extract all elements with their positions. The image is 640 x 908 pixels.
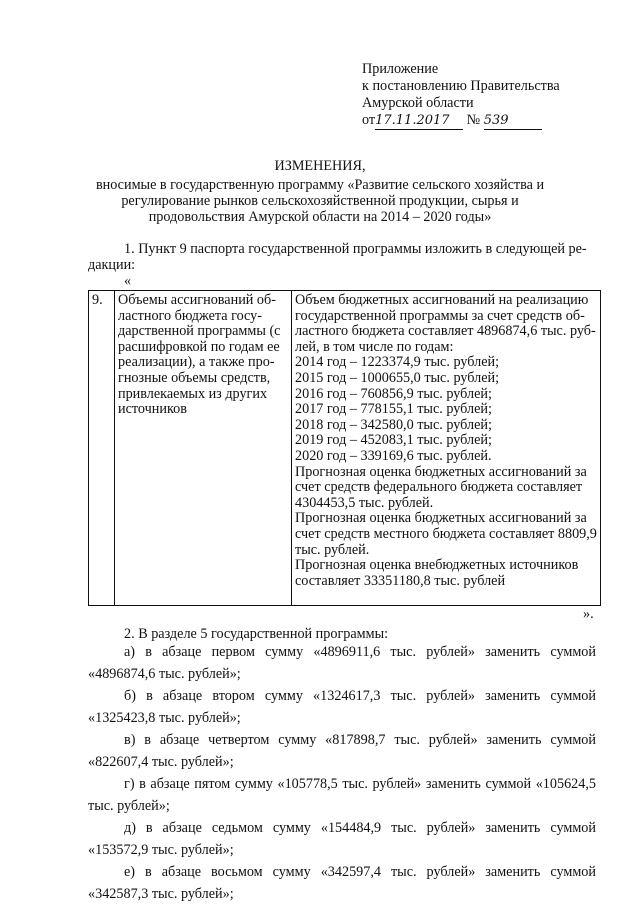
passport-value-line: счет средств местного бюджета составляет 8809,9 — [295, 525, 597, 542]
close-quote: ». — [583, 606, 594, 622]
passport-value-line: ластного бюджета составляет 4896874,6 тыс. руб- — [295, 323, 596, 340]
doc-title-line-2: регулирование рынков сельскохозяйственной продукции, сырья и — [121, 193, 519, 209]
amendment-line: «822607,4 тыс. рублей»; — [88, 754, 234, 770]
passport-value-line: Прогнозная оценка внебюджетных источников — [295, 557, 579, 574]
passport-value-line: 2018 год – 342580,0 тыс. рублей; — [295, 416, 492, 433]
passport-name-line: гнозные объемы средств, — [118, 369, 271, 386]
passport-name-line: ластного бюджета госу- — [118, 307, 262, 324]
passport-value-line: 2017 год – 778155,1 тыс. рублей; — [295, 401, 492, 418]
passport-name-line: привлекаемых из других — [118, 385, 268, 402]
passport-value-lines — [295, 293, 597, 589]
passport-row-name — [115, 291, 292, 606]
passport-table — [88, 290, 601, 606]
passport-value-line: лей, в том числе по годам: — [295, 338, 454, 355]
amendment-line: «1325423,8 тыс. рублей»; — [88, 710, 241, 726]
doc-title-line-1: вносимые в государственную программу «Развитие сельского хозяйства и — [95, 177, 545, 193]
amendment-line: «4896874,6 тыс. рублей»; — [88, 666, 241, 682]
passport-row-9 — [89, 291, 601, 606]
item1-line-2: дакции: — [88, 257, 136, 273]
passport-name-lines — [118, 293, 288, 418]
amendment-line: тыс. рублей»; — [88, 798, 170, 814]
passport-value-line: Прогнозная оценка бюджетных ассигнований за — [295, 510, 587, 527]
amendment-line: в) в абзаце четвертом сумму «817898,7 тыс. рублей» заменить суммой — [124, 732, 596, 748]
passport-row-value — [292, 291, 601, 606]
passport-name-line: Объемы ассигнований об- — [118, 292, 276, 308]
passport-row-number: 9. — [89, 291, 115, 606]
appendix-line-2: к постановлению Правительства — [362, 78, 560, 94]
appendix-date-line — [362, 112, 602, 129]
doc-title-line-3: продовольствия Амурской области на 2014 – 2020 годы» — [148, 209, 492, 225]
passport-value-line: счет средств федерального бюджета составляет — [295, 479, 583, 496]
amendment-line: «342587,3 тыс. рублей»; — [88, 886, 234, 902]
passport-name-line: расшифровкой по годам ее — [118, 338, 280, 355]
amendment-line: д) в абзаце седьмом сумму «154484,9 тыс. рублей» заменить суммой — [124, 820, 596, 836]
passport-value-line: 2019 год – 452083,1 тыс. рублей; — [295, 432, 492, 449]
item2-list — [88, 644, 596, 908]
passport-value-line: 2016 год – 760856,9 тыс. рублей; — [295, 385, 492, 402]
amendment-line: г) в абзаце пятом сумму «105778,5 тыс. рублей» заменить суммой «105624,5 — [124, 776, 596, 792]
date-prefix: от — [362, 112, 376, 128]
amendment-line: е) в абзаце восьмом сумму «342597,4 тыс. рублей» заменить суммой — [124, 864, 596, 880]
number-prefix: № — [466, 112, 481, 128]
passport-value-line: составляет 33351180,8 тыс. рублей — [295, 572, 506, 589]
passport-value-line: государственной программы за счет средств об- — [295, 307, 585, 324]
passport-name-line: источников — [118, 401, 187, 418]
passport-value-line: 2015 год – 1000655,0 тыс. рублей; — [295, 369, 500, 386]
passport-value-line: Объем бюджетных ассигнований на реализацию — [295, 292, 589, 308]
passport-value-line: 4304453,5 тыс. рублей. — [295, 494, 434, 511]
open-quote: « — [124, 273, 132, 289]
passport-value-line: тыс. рублей. — [295, 541, 370, 558]
passport-value-line: 2020 год – 339169,6 тыс. рублей. — [295, 447, 492, 464]
doc-heading: ИЗМЕНЕНИЯ, — [274, 158, 366, 174]
item1-line-1: 1. Пункт 9 паспорта государственной программы изложить в следующей ре- — [124, 241, 587, 257]
number-handwritten: 539 — [484, 113, 542, 130]
appendix-line-1: Приложение — [362, 61, 439, 77]
passport-name-line: дарственной программы (с — [118, 323, 281, 340]
amendment-line: б) в абзаце втором сумму «1324617,3 тыс. рублей» заменить суммой — [124, 688, 596, 704]
passport-value-line: 2014 год – 1223374,9 тыс. рублей; — [295, 354, 500, 371]
amendment-line: а) в абзаце первом сумму «4896911,6 тыс. рублей» заменить суммой — [124, 644, 596, 660]
passport-value-line: Прогнозная оценка бюджетных ассигнований за — [295, 463, 587, 480]
passport-name-line: реализации), а также про- — [118, 354, 275, 371]
appendix-line-3: Амурской области — [362, 95, 474, 111]
date-handwritten: 17.11.2017 — [375, 113, 463, 130]
amendment-line: «153572,9 тыс. рублей»; — [88, 842, 234, 858]
item2-heading: 2. В разделе 5 государственной программы: — [124, 626, 389, 642]
appendix-block — [362, 61, 602, 129]
